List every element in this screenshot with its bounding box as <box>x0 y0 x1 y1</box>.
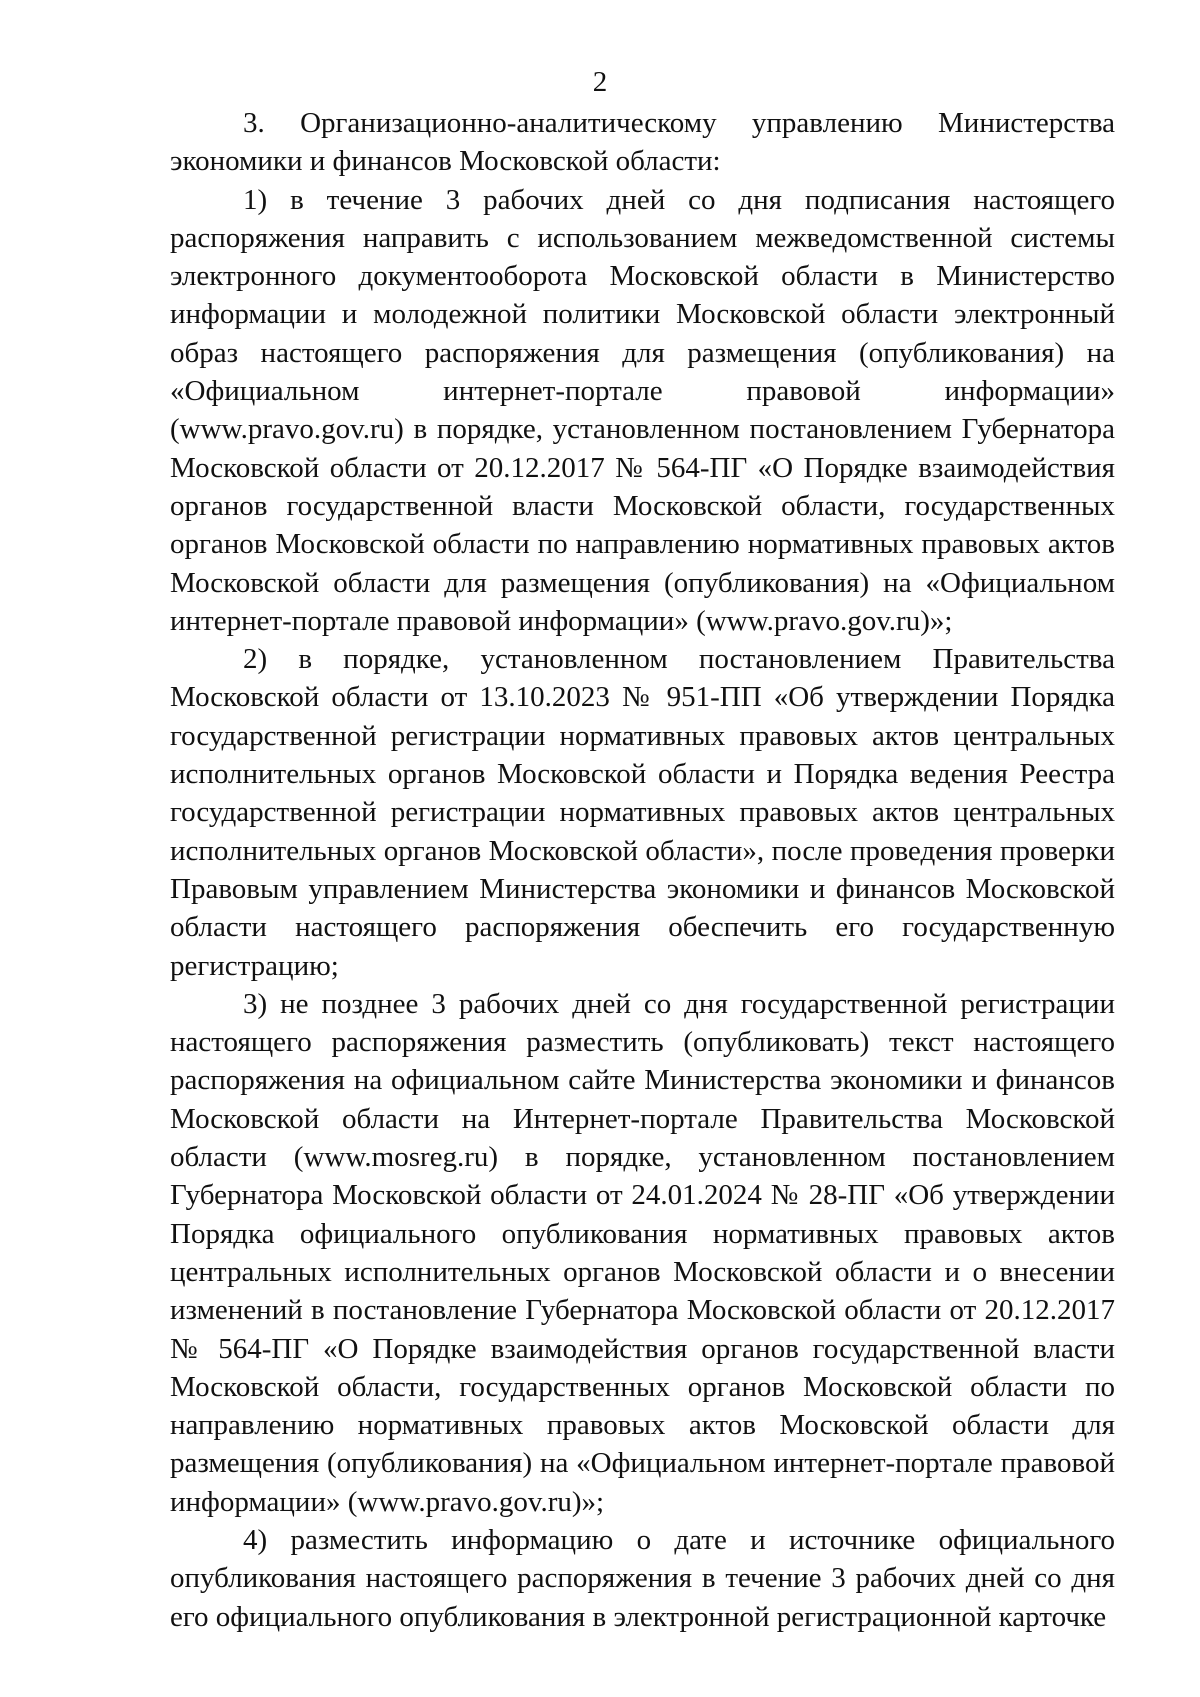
page-number: 2 <box>592 66 608 98</box>
document-body <box>170 104 1115 1636</box>
paragraph-subitem-3: 3) не позднее 3 рабочих дней со дня государственной регистрации настоящего распоряжения разместить (опубликовать) текст настоящего распоряжения на официальном сайте Министерства экономики и финансов Московской области на Интернет-портале Правительства Московской области (www.mosreg.ru) в порядке, установленном постановлением Губернатора Московской области от 24.01.2024 № 28-ПГ «Об утверждении Порядка официального опубликования нормативных правовых актов центральных исполнительных органов Московской области и о внесении изменений в постановление Губернатора Московской области от 20.12.2017 № 564-ПГ «О Порядке взаимодействия органов государственной власти Московской области, государственных органов Московской области по направлению нормативных правовых актов Московской области для размещения (опубликования) на «Официальном интернет-портале правовой информации» (www.pravo.gov.ru)»; <box>170 987 1115 1518</box>
paragraph-subitem-1: 1) в течение 3 рабочих дней со дня подписания настоящего распоряжения направить с использованием межведомственной системы электронного документооборота Московской области в Министерство информации и молодежной политики Московской области электронный образ настоящего распоряжения для размещения (опубликования) на «Официальном интернет-портале правовой информации» (www.pravo.gov.ru) в порядке, установленном постановлением Губернатора Московской области от 20.12.2017 № 564-ПГ «О Порядке взаимодействия органов государственной власти Московской области, государственных органов Московской области по направлению нормативных правовых актов Московской области для размещения (опубликования) на «Официальном интернет-портале правовой информации» (www.pravo.gov.ru)»; <box>170 183 1115 637</box>
paragraph-subitem-4: 4) разместить информацию о дате и источнике официального опубликования настоящего распоряжения в течение 3 рабочих дней со дня его официального опубликования в электронной регистрационной карточке <box>170 1523 1115 1633</box>
paragraph-subitem-2: 2) в порядке, установленном постановлением Правительства Московской области от 13.10.2023 № 951-ПП «Об утверждении Порядка государственной регистрации нормативных правовых актов центральных исполнительных органов Московской области и Порядка ведения Реестра государственной регистрации нормативных правовых актов центральных исполнительных органов Московской области», после проведения проверки Правовым управлением Министерства экономики и финансов Московской области настоящего распоряжения обеспечить его государственную регистрацию; <box>170 643 1115 982</box>
paragraph-item-3: 3. Организационно-аналитическому управлению Министерства экономики и финансов Московской области: <box>170 107 1115 178</box>
